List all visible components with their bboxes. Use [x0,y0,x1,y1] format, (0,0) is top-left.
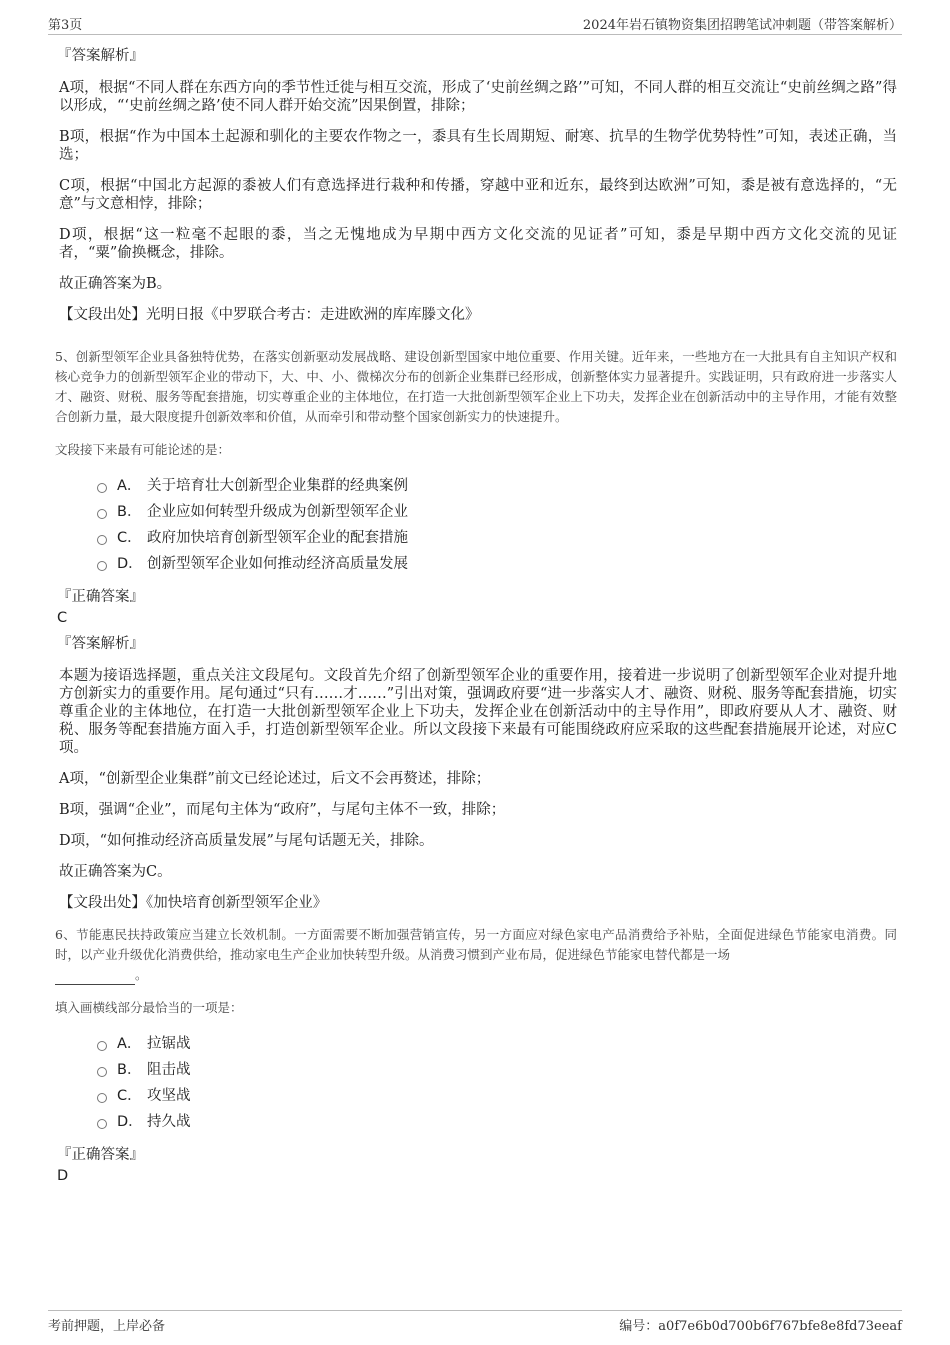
fill-blank [55,970,135,985]
q6-option-a[interactable]: A． 拉锯战 [97,1031,897,1057]
q5-answer-label: 『正确答案』 [57,589,144,605]
q5-stem: 5、创新型领军企业具备独特优势，在落实创新驱动发展战略、建设创新型国家中地位重要、作用关键。近年来，一些地方在一大批具有自主知识产权和核心竞争力的创新型领军企业的带动下，大、中、小、微梯次分布的创新企业集群已经形成，创新整体实力显著提升。实践证明，只有政府进一步落实人才、融资、财税、服务等配套措施，切实尊重企业的主体地位，在打造一大批创新型领军企业上下功夫，发挥企业在创新活动中的主导作用，才能有效整合创新力量，最大限度提升创新效率和价值，从而牵引和带动整个国家创新实力的快速提升。 [55,349,897,424]
radio-icon[interactable] [97,535,107,545]
q6-option-d[interactable]: D． 持久战 [97,1109,897,1135]
q5-source: 【文段出处】《加快培育创新型领军企业》 [59,895,328,911]
q5-options [57,473,897,577]
radio-icon[interactable] [97,1093,107,1103]
footer-slogan: 考前押题，上岸必备 [48,1319,166,1334]
q6-option-b[interactable]: B． 阻击战 [97,1057,897,1083]
q5-analysis-a: A项，“创新型企业集群”前文已经论述过，后文不会再赘述，排除； [59,771,491,787]
radio-icon[interactable] [97,1067,107,1077]
q5-answer: C [57,610,68,626]
radio-icon[interactable] [97,1119,107,1129]
radio-icon[interactable] [97,509,107,519]
q4-analysis-b: B项，根据“作为中国本土起源和驯化的主要农作物之一，黍具有生长周期短、耐寒、抗旱的生物学优势特性”可知，表述正确，当选； [59,129,897,163]
document-body [57,44,897,1190]
page-footer [48,1310,902,1333]
document-id: 编号：a0f7e6b0d700b6f767bfe8e8fd73eeaf [619,1319,902,1334]
page-header [48,14,902,35]
q5-option-d[interactable]: D． 创新型领军企业如何推动经济高质量发展 [97,551,897,577]
q6-question: 填入画横线部分最恰当的一项是： [55,1000,243,1015]
q4-analysis-a: A项，根据“不同人群在东西方向的季节性迁徙与相互交流，形成了‘史前丝绸之路’”可知，不同人群的相互交流让“史前丝绸之路”得以形成，“‘史前丝绸之路’使不同人群开始交流”因果倒置，排除； [59,80,897,114]
q4-analysis-c: C项，根据“中国北方起源的黍被人们有意选择进行栽种和传播，穿越中亚和近东，最终到达欧洲”可知，黍是被有意选择的，“无意”与文意相悖，排除； [59,178,897,212]
radio-icon[interactable] [97,1041,107,1051]
document-title: 2024年岩石镇物资集团招聘笔试冲刺题（带答案解析） [582,18,902,33]
q6-options [57,1031,897,1135]
q4-source: 【文段出处】光明日报《中罗联合考古：走进欧洲的库库滕文化》 [59,307,480,323]
q5-option-a[interactable]: A． 关于培育壮大创新型企业集群的经典案例 [97,473,897,499]
q5-analysis-label: 『答案解析』 [57,636,144,652]
q6-option-c[interactable]: C． 攻坚战 [97,1083,897,1109]
radio-icon[interactable] [97,561,107,571]
q5-question: 文段接下来最有可能论述的是： [55,442,231,457]
q6-stem: 6、节能惠民扶持政策应当建立长效机制。一方面需要不断加强营销宣传，另一方面应对绿色家电产品消费给予补贴，全面促进绿色节能家电消费。同时，以产业升级优化消费供给，推动家电生产企业加快转型升级。从消费习惯到产业布局，促进绿色节能家电替代都是一场 。 [55,925,897,985]
q5-option-c[interactable]: C． 政府加快培育创新型领军企业的配套措施 [97,525,897,551]
q5-analysis-b: B项，强调“企业”，而尾句主体为“政府”，与尾句主体不一致，排除； [59,802,506,818]
q6-answer: D [57,1168,69,1184]
q5-analysis-d: D项，“如何推动经济高质量发展”与尾句话题无关，排除。 [59,833,434,849]
q6-answer-label: 『正确答案』 [57,1147,144,1163]
radio-icon[interactable] [97,483,107,493]
q4-conclusion: 故正确答案为B。 [59,276,172,292]
q5-analysis: 本题为接语选择题，重点关注文段尾句。文段首先介绍了创新型领军企业的重要作用，接着进一步说明了创新型领军企业对提升地方创新实力的重要作用。尾句通过“只有……才……”引出对策，强调政府要“进一步落实人才、融资、财税、服务等配套措施，切实尊重企业的主体地位，在打造一大批创新型领军企业上下功夫，发挥企业在创新活动中的主导作用”，即政府要从人才、融资、财税、服务等配套措施方面入手，打造创新型领军企业。所以文段接下来最有可能围绕政府应采取的这些配套措施展开论述，对应C项。 [59,668,897,756]
q4-analysis-label: 『答案解析』 [57,48,144,64]
q5-conclusion: 故正确答案为C。 [59,864,172,880]
page-number: 第3页 [48,18,83,33]
q5-option-b[interactable]: B． 企业应如何转型升级成为创新型领军企业 [97,499,897,525]
q4-analysis-d: D项，根据“这一粒毫不起眼的黍，当之无愧地成为早期中西方文化交流的见证者”可知，黍是早期中西方文化交流的见证者，“粟”偷换概念，排除。 [59,227,897,261]
